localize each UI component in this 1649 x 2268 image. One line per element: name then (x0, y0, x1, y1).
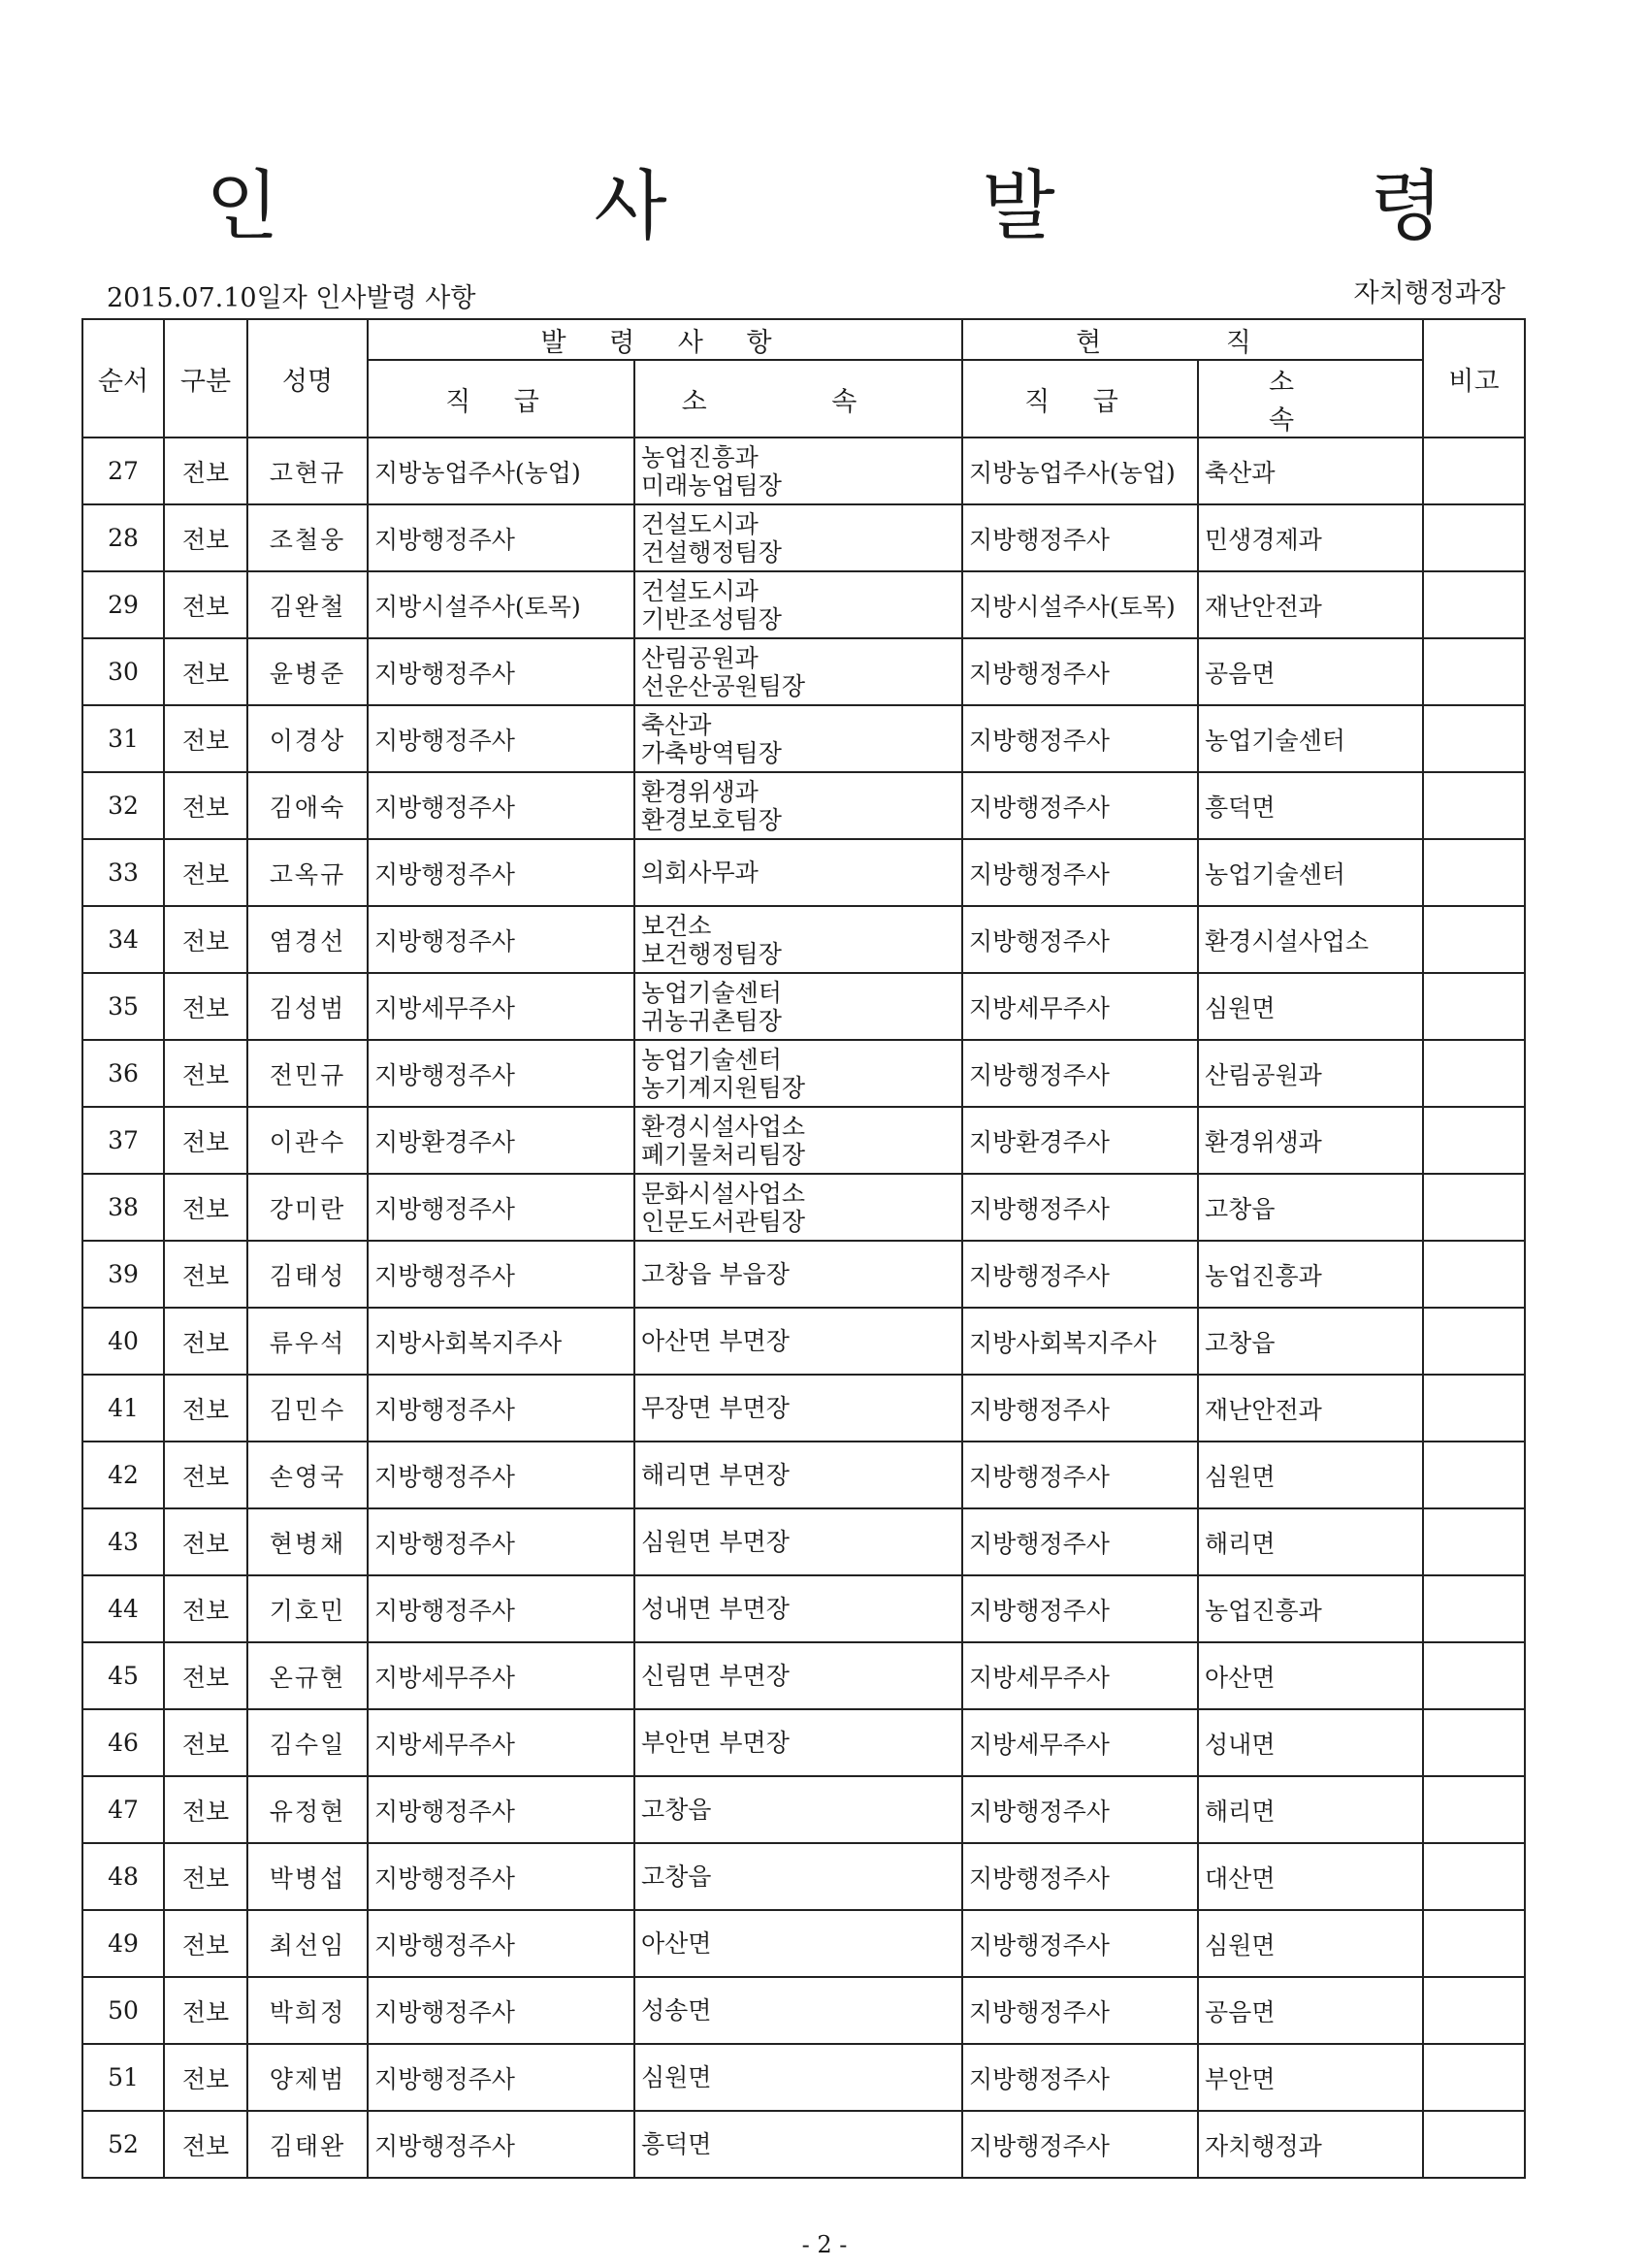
cell-new-grade: 지방행정주사 (368, 1442, 634, 1508)
cell-type: 전보 (164, 437, 247, 504)
cell-current-affiliation: 심원면 (1198, 1442, 1423, 1508)
cell-current-affiliation: 재난안전과 (1198, 571, 1423, 638)
header-current-grade: 직 급 (962, 360, 1198, 437)
cell-current-affiliation: 고창읍 (1198, 1308, 1423, 1375)
cell-type: 전보 (164, 1308, 247, 1375)
affiliation-line: 심원면 부면장 (641, 1528, 790, 1556)
affiliation-line: 부안면 부면장 (641, 1729, 790, 1757)
cell-name: 조철웅 (247, 504, 368, 571)
cell-note (1423, 1107, 1525, 1174)
table-row (82, 705, 1525, 772)
cell-new-affiliation (634, 1508, 962, 1575)
affiliation-line: 문화시설사업소 (641, 1179, 806, 1208)
cell-new-grade: 지방행정주사 (368, 1575, 634, 1642)
cell-new-grade: 지방행정주사 (368, 1241, 634, 1308)
cell-new-affiliation (634, 504, 962, 571)
cell-current-grade: 지방행정주사 (962, 1375, 1198, 1442)
cell-current-grade: 지방행정주사 (962, 504, 1198, 571)
cell-new-affiliation (634, 839, 962, 906)
cell-current-affiliation: 심원면 (1198, 1910, 1423, 1977)
cell-type: 전보 (164, 1174, 247, 1241)
affiliation-line: 미래농업팀장 (641, 470, 782, 500)
cell-new-grade: 지방행정주사 (368, 1910, 634, 1977)
header-type: 구분 (164, 319, 247, 437)
cell-note (1423, 504, 1525, 571)
cell-new-affiliation (634, 1040, 962, 1107)
affiliation-line: 보건소 (641, 911, 712, 940)
cell-current-affiliation: 농업기술센터 (1198, 839, 1423, 906)
cell-current-affiliation: 농업진흥과 (1198, 1575, 1423, 1642)
affiliation-line: 심원면 (641, 2063, 712, 2091)
table-row (82, 1308, 1525, 1375)
cell-new-affiliation (634, 705, 962, 772)
affiliation-line: 고창읍 (641, 1796, 712, 1824)
cell-new-affiliation (634, 1174, 962, 1241)
cell-type: 전보 (164, 504, 247, 571)
cell-current-affiliation: 민생경제과 (1198, 504, 1423, 571)
table-row (82, 1241, 1525, 1308)
table-row (82, 1174, 1525, 1241)
cell-seq: 41 (82, 1375, 164, 1442)
cell-new-affiliation (634, 638, 962, 705)
cell-current-affiliation: 산림공원과 (1198, 1040, 1423, 1107)
cell-new-grade: 지방환경주사 (368, 1107, 634, 1174)
cell-seq: 48 (82, 1843, 164, 1910)
cell-current-grade: 지방행정주사 (962, 1575, 1198, 1642)
cell-note (1423, 1442, 1525, 1508)
cell-name: 박희정 (247, 1977, 368, 2044)
cell-note (1423, 2111, 1525, 2178)
order-date-subtitle: 2015.07.10일자 인사발령 사항 (107, 283, 476, 313)
cell-new-grade: 지방행정주사 (368, 1174, 634, 1241)
cell-seq: 38 (82, 1174, 164, 1241)
table-row (82, 2044, 1525, 2111)
cell-new-affiliation (634, 906, 962, 973)
cell-name: 윤병준 (247, 638, 368, 705)
cell-type: 전보 (164, 571, 247, 638)
cell-note (1423, 1977, 1525, 2044)
affiliation-line: 무장면 부면장 (641, 1394, 790, 1422)
cell-new-grade: 지방세무주사 (368, 1709, 634, 1776)
cell-new-grade: 지방행정주사 (368, 1776, 634, 1843)
header-current-group: 현 직 (962, 319, 1423, 360)
cell-type: 전보 (164, 1709, 247, 1776)
cell-seq: 40 (82, 1308, 164, 1375)
cell-name: 이경상 (247, 705, 368, 772)
table-body (82, 437, 1525, 2178)
affiliation-line: 기반조성팀장 (641, 604, 782, 633)
cell-current-affiliation: 재난안전과 (1198, 1375, 1423, 1442)
table-row (82, 839, 1525, 906)
cell-seq: 29 (82, 571, 164, 638)
cell-note (1423, 1709, 1525, 1776)
cell-seq: 32 (82, 772, 164, 839)
cell-type: 전보 (164, 1107, 247, 1174)
cell-type: 전보 (164, 1575, 247, 1642)
cell-name: 박병섭 (247, 1843, 368, 1910)
cell-current-grade: 지방행정주사 (962, 1977, 1198, 2044)
affiliation-line: 농업기술센터 (641, 978, 782, 1007)
cell-seq: 46 (82, 1709, 164, 1776)
cell-note (1423, 2044, 1525, 2111)
cell-seq: 45 (82, 1642, 164, 1709)
cell-note (1423, 1174, 1525, 1241)
affiliation-line: 건설도시과 (641, 509, 759, 538)
cell-seq: 33 (82, 839, 164, 906)
header-seq: 순서 (82, 319, 164, 437)
cell-current-grade: 지방행정주사 (962, 1508, 1198, 1575)
header-new-affiliation: 소 속 (634, 360, 962, 437)
header-current-affiliation: 소 속 (1198, 360, 1423, 437)
affiliation-line: 축산과 (641, 710, 712, 739)
cell-new-grade: 지방행정주사 (368, 772, 634, 839)
cell-note (1423, 1040, 1525, 1107)
cell-new-affiliation (634, 1107, 962, 1174)
cell-seq: 52 (82, 2111, 164, 2178)
table-row (82, 906, 1525, 973)
header-row-top (82, 319, 1525, 360)
affiliation-line: 환경위생과 (641, 777, 759, 806)
table-row (82, 1442, 1525, 1508)
cell-note (1423, 571, 1525, 638)
cell-new-grade: 지방행정주사 (368, 1977, 634, 2044)
cell-current-affiliation: 축산과 (1198, 437, 1423, 504)
cell-current-grade: 지방행정주사 (962, 1241, 1198, 1308)
cell-new-grade: 지방행정주사 (368, 638, 634, 705)
affiliation-line: 고창읍 부읍장 (641, 1260, 790, 1288)
cell-note (1423, 705, 1525, 772)
cell-name: 강미란 (247, 1174, 368, 1241)
affiliation-line: 고창읍 (641, 1863, 712, 1891)
table-row (82, 1642, 1525, 1709)
cell-new-grade: 지방사회복지주사 (368, 1308, 634, 1375)
cell-new-affiliation (634, 1910, 962, 1977)
cell-note (1423, 772, 1525, 839)
cell-new-grade: 지방행정주사 (368, 1508, 634, 1575)
cell-current-affiliation: 농업기술센터 (1198, 705, 1423, 772)
affiliation-line: 아산면 (641, 1929, 712, 1958)
affiliation-line: 아산면 부면장 (641, 1327, 790, 1355)
cell-seq: 50 (82, 1977, 164, 2044)
cell-current-grade: 지방행정주사 (962, 1040, 1198, 1107)
cell-current-affiliation: 공음면 (1198, 638, 1423, 705)
affiliation-line: 흥덕면 (641, 2130, 712, 2158)
cell-new-grade: 지방행정주사 (368, 906, 634, 973)
cell-current-grade: 지방행정주사 (962, 1776, 1198, 1843)
cell-seq: 51 (82, 2044, 164, 2111)
cell-current-affiliation: 농업진흥과 (1198, 1241, 1423, 1308)
affiliation-line: 선운산공원팀장 (641, 671, 806, 700)
header-name: 성명 (247, 319, 368, 437)
cell-new-affiliation (634, 1776, 962, 1843)
cell-new-grade: 지방시설주사(토목) (368, 571, 634, 638)
cell-type: 전보 (164, 1910, 247, 1977)
cell-seq: 34 (82, 906, 164, 973)
cell-current-affiliation: 아산면 (1198, 1642, 1423, 1709)
document-title: 인 사 발 령 (206, 163, 1589, 250)
cell-name: 전민규 (247, 1040, 368, 1107)
cell-new-affiliation (634, 1308, 962, 1375)
affiliation-line: 해리면 부면장 (641, 1461, 790, 1489)
cell-new-affiliation (634, 1442, 962, 1508)
table-row (82, 1776, 1525, 1843)
cell-current-affiliation: 해리면 (1198, 1776, 1423, 1843)
cell-name: 기호민 (247, 1575, 368, 1642)
affiliation-line: 성송면 (641, 1996, 712, 2025)
cell-current-grade: 지방행정주사 (962, 906, 1198, 973)
cell-seq: 35 (82, 973, 164, 1040)
cell-seq: 49 (82, 1910, 164, 1977)
cell-seq: 36 (82, 1040, 164, 1107)
cell-new-grade: 지방행정주사 (368, 839, 634, 906)
cell-new-grade: 지방행정주사 (368, 2044, 634, 2111)
affiliation-line: 산림공원과 (641, 643, 759, 672)
cell-current-grade: 지방행정주사 (962, 638, 1198, 705)
table-row (82, 1843, 1525, 1910)
cell-note (1423, 1241, 1525, 1308)
cell-current-grade: 지방행정주사 (962, 2111, 1198, 2178)
cell-new-affiliation (634, 1575, 962, 1642)
cell-type: 전보 (164, 1843, 247, 1910)
cell-new-affiliation (634, 437, 962, 504)
cell-note (1423, 638, 1525, 705)
table-row (82, 1977, 1525, 2044)
cell-new-affiliation (634, 1642, 962, 1709)
cell-note (1423, 1375, 1525, 1442)
cell-note (1423, 1508, 1525, 1575)
table-row (82, 504, 1525, 571)
cell-current-grade: 지방환경주사 (962, 1107, 1198, 1174)
table-row (82, 973, 1525, 1040)
table-row (82, 1107, 1525, 1174)
cell-current-affiliation: 성내면 (1198, 1709, 1423, 1776)
cell-seq: 39 (82, 1241, 164, 1308)
affiliation-line: 폐기물처리팀장 (641, 1140, 806, 1169)
cell-seq: 42 (82, 1442, 164, 1508)
affiliation-line: 농기계지원팀장 (641, 1073, 806, 1102)
cell-current-grade: 지방행정주사 (962, 1843, 1198, 1910)
cell-name: 양제범 (247, 2044, 368, 2111)
table-row (82, 1040, 1525, 1107)
cell-seq: 31 (82, 705, 164, 772)
cell-note (1423, 906, 1525, 973)
affiliation-line: 농업진흥과 (641, 442, 759, 471)
cell-current-grade: 지방시설주사(토목) (962, 571, 1198, 638)
cell-current-grade: 지방세무주사 (962, 1642, 1198, 1709)
cell-name: 류우석 (247, 1308, 368, 1375)
cell-new-grade: 지방행정주사 (368, 1040, 634, 1107)
affiliation-line: 환경시설사업소 (641, 1112, 806, 1141)
cell-name: 손영국 (247, 1442, 368, 1508)
cell-type: 전보 (164, 1241, 247, 1308)
cell-name: 염경선 (247, 906, 368, 973)
cell-new-affiliation (634, 1241, 962, 1308)
affiliation-line: 의회사무과 (641, 859, 759, 887)
cell-name: 김태완 (247, 2111, 368, 2178)
cell-type: 전보 (164, 638, 247, 705)
cell-note (1423, 973, 1525, 1040)
cell-seq: 37 (82, 1107, 164, 1174)
cell-type: 전보 (164, 1508, 247, 1575)
cell-name: 김성범 (247, 973, 368, 1040)
cell-seq: 47 (82, 1776, 164, 1843)
affiliation-line: 귀농귀촌팀장 (641, 1006, 782, 1035)
affiliation-line: 보건행정팀장 (641, 939, 782, 968)
issuer-label: 자치행정과장 (1353, 278, 1505, 308)
cell-new-affiliation (634, 1709, 962, 1776)
affiliation-line: 신림면 부면장 (641, 1662, 790, 1690)
cell-type: 전보 (164, 1375, 247, 1442)
cell-new-grade: 지방행정주사 (368, 1843, 634, 1910)
cell-current-affiliation: 심원면 (1198, 973, 1423, 1040)
cell-type: 전보 (164, 705, 247, 772)
cell-current-affiliation: 자치행정과 (1198, 2111, 1423, 2178)
cell-current-grade: 지방행정주사 (962, 705, 1198, 772)
cell-name: 최선임 (247, 1910, 368, 1977)
header-new-grade: 직 급 (368, 360, 634, 437)
table-row (82, 772, 1525, 839)
cell-current-grade: 지방사회복지주사 (962, 1308, 1198, 1375)
cell-current-grade: 지방세무주사 (962, 973, 1198, 1040)
cell-name: 고현규 (247, 437, 368, 504)
affiliation-line: 가축방역팀장 (641, 738, 782, 767)
cell-new-grade: 지방세무주사 (368, 973, 634, 1040)
cell-current-grade: 지방행정주사 (962, 1910, 1198, 1977)
affiliation-line: 건설행정팀장 (641, 537, 782, 567)
header-note: 비고 (1423, 319, 1525, 437)
personnel-order-table (81, 318, 1526, 2179)
cell-current-affiliation: 해리면 (1198, 1508, 1423, 1575)
cell-name: 현병채 (247, 1508, 368, 1575)
cell-current-affiliation: 공음면 (1198, 1977, 1423, 2044)
cell-name: 온규현 (247, 1642, 368, 1709)
cell-seq: 44 (82, 1575, 164, 1642)
cell-current-affiliation: 부안면 (1198, 2044, 1423, 2111)
cell-name: 김완철 (247, 571, 368, 638)
cell-new-affiliation (634, 2111, 962, 2178)
cell-type: 전보 (164, 1442, 247, 1508)
cell-type: 전보 (164, 772, 247, 839)
cell-current-grade: 지방행정주사 (962, 1174, 1198, 1241)
cell-note (1423, 1642, 1525, 1709)
cell-current-grade: 지방행정주사 (962, 839, 1198, 906)
table-row (82, 1575, 1525, 1642)
cell-new-affiliation (634, 772, 962, 839)
cell-current-grade: 지방행정주사 (962, 2044, 1198, 2111)
cell-new-grade: 지방농업주사(농업) (368, 437, 634, 504)
cell-note (1423, 437, 1525, 504)
cell-new-affiliation (634, 973, 962, 1040)
cell-current-affiliation: 대산면 (1198, 1843, 1423, 1910)
table-row (82, 1375, 1525, 1442)
cell-type: 전보 (164, 1040, 247, 1107)
affiliation-line: 성내면 부면장 (641, 1595, 790, 1623)
affiliation-line: 환경보호팀장 (641, 805, 782, 834)
cell-new-affiliation (634, 571, 962, 638)
table-row (82, 1910, 1525, 1977)
cell-name: 고옥규 (247, 839, 368, 906)
cell-current-affiliation: 환경위생과 (1198, 1107, 1423, 1174)
cell-new-affiliation (634, 1843, 962, 1910)
table-row (82, 571, 1525, 638)
cell-current-affiliation: 고창읍 (1198, 1174, 1423, 1241)
cell-type: 전보 (164, 906, 247, 973)
table-row (82, 1709, 1525, 1776)
header-order-group: 발 령 사 항 (368, 319, 962, 360)
cell-type: 전보 (164, 839, 247, 906)
cell-seq: 30 (82, 638, 164, 705)
cell-new-affiliation (634, 1375, 962, 1442)
cell-note (1423, 1776, 1525, 1843)
cell-current-grade: 지방행정주사 (962, 772, 1198, 839)
cell-current-grade: 지방세무주사 (962, 1709, 1198, 1776)
cell-name: 유정현 (247, 1776, 368, 1843)
cell-seq: 28 (82, 504, 164, 571)
cell-new-grade: 지방행정주사 (368, 1375, 634, 1442)
cell-name: 이관수 (247, 1107, 368, 1174)
cell-current-affiliation: 환경시설사업소 (1198, 906, 1423, 973)
cell-note (1423, 839, 1525, 906)
affiliation-line: 건설도시과 (641, 576, 759, 605)
cell-new-affiliation (634, 2044, 962, 2111)
cell-note (1423, 1910, 1525, 1977)
cell-seq: 43 (82, 1508, 164, 1575)
cell-type: 전보 (164, 1642, 247, 1709)
cell-current-grade: 지방행정주사 (962, 1442, 1198, 1508)
cell-current-grade: 지방농업주사(농업) (962, 437, 1198, 504)
cell-seq: 27 (82, 437, 164, 504)
table-row (82, 638, 1525, 705)
cell-type: 전보 (164, 1776, 247, 1843)
cell-name: 김수일 (247, 1709, 368, 1776)
table-row (82, 2111, 1525, 2178)
table-row (82, 437, 1525, 504)
cell-type: 전보 (164, 2111, 247, 2178)
cell-note (1423, 1308, 1525, 1375)
cell-name: 김태성 (247, 1241, 368, 1308)
cell-name: 김애숙 (247, 772, 368, 839)
cell-new-grade: 지방행정주사 (368, 504, 634, 571)
cell-new-affiliation (634, 1977, 962, 2044)
cell-new-grade: 지방행정주사 (368, 705, 634, 772)
affiliation-line: 농업기술센터 (641, 1045, 782, 1074)
cell-type: 전보 (164, 2044, 247, 2111)
cell-new-grade: 지방행정주사 (368, 2111, 634, 2178)
affiliation-line: 인문도서관팀장 (641, 1207, 806, 1236)
cell-note (1423, 1843, 1525, 1910)
table-row (82, 1508, 1525, 1575)
cell-type: 전보 (164, 1977, 247, 2044)
cell-new-grade: 지방세무주사 (368, 1642, 634, 1709)
page-number: - 2 - (801, 2231, 848, 2258)
cell-note (1423, 1575, 1525, 1642)
cell-type: 전보 (164, 973, 247, 1040)
cell-name: 김민수 (247, 1375, 368, 1442)
cell-current-affiliation: 흥덕면 (1198, 772, 1423, 839)
